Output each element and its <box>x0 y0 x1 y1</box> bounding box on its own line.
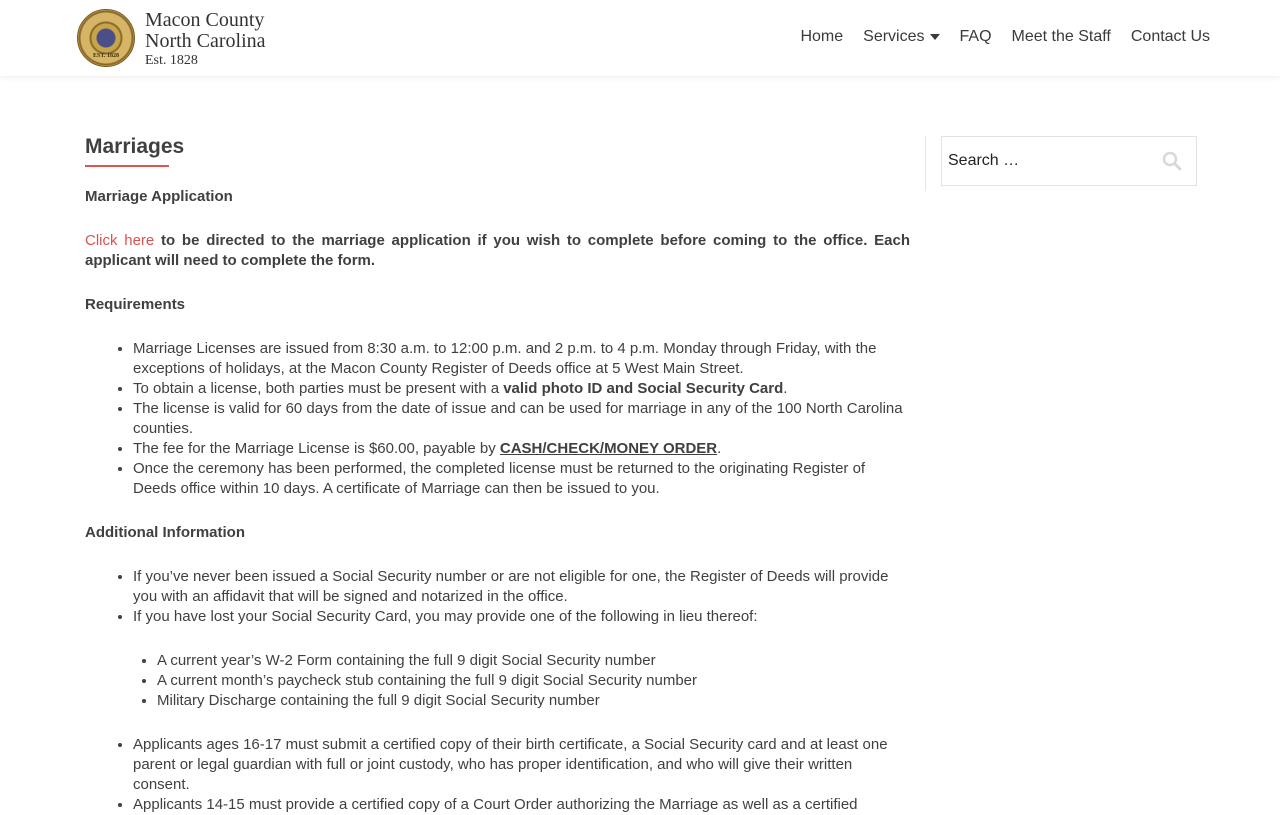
list-item <box>133 607 910 711</box>
list-item: • A current year’s W-2 Form containing the full 9 digit Social Security number <box>157 651 910 671</box>
nav-services-label: Services <box>863 28 925 45</box>
nav-faq[interactable] <box>960 28 992 46</box>
title-underline <box>85 165 169 167</box>
caret-down-icon <box>930 34 940 40</box>
nav-home-label: Home <box>800 28 844 45</box>
brand-line-3: Est. 1828 <box>145 53 198 68</box>
county-seal-logo[interactable] <box>77 9 135 67</box>
seal-text: EST. 1828 <box>93 53 119 59</box>
item-text: . <box>717 440 722 457</box>
item-text: . <box>783 380 788 397</box>
search-widget <box>941 136 1197 186</box>
nav-contact-us-label: Contact Us <box>1130 28 1210 45</box>
requirements-list <box>85 339 910 499</box>
page-title: Marriages <box>85 135 185 158</box>
brand-line-1: Macon County <box>145 9 265 31</box>
additional-information-heading: Additional Information <box>85 524 245 541</box>
application-paragraph <box>85 231 910 271</box>
list-item: • Applicants 14-15 must provide a certified copy of a Court Order authorizing the Marriage as well as a certified <box>133 795 910 815</box>
nav-faq-label: FAQ <box>959 28 992 45</box>
list-item: • Marriage Licenses are issued from 8:30 a.m. to 12:00 p.m. and 2 p.m. to 4 p.m. Monday through Friday, with the exceptions of holidays, at the Macon County Register of Deeds office at 5 West Main Street. <box>133 339 910 379</box>
list-item: • Military Discharge containing the full 9 digit Social Security number <box>157 691 910 711</box>
site-brand[interactable] <box>77 9 266 70</box>
payment-methods-text: CASH/CHECK/MONEY ORDER <box>499 440 718 457</box>
additional-list <box>85 567 910 815</box>
item-text: The fee for the Marriage License is $60.00, payable by <box>133 440 500 457</box>
list-item: • If you’ve never been issued a Social Security number or are not eligible for one, the Register of Deeds will provide you with an affidavit that will be signed and notarized in the office. <box>133 567 910 607</box>
application-text: to be directed to the marriage application if you wish to complete before coming to the office. Each applicant will need to complete the form. <box>85 232 911 269</box>
requirements-heading: Requirements <box>85 296 186 313</box>
nav-meet-the-staff[interactable] <box>1012 28 1111 46</box>
brand-text[interactable] <box>145 10 266 70</box>
item-bold-text: valid photo ID and Social Security Card <box>503 380 784 397</box>
nav-contact-us[interactable] <box>1131 28 1210 46</box>
nav-meet-the-staff-label: Meet the Staff <box>1011 28 1111 45</box>
list-item <box>133 439 910 459</box>
main-nav <box>780 28 1210 46</box>
nav-services[interactable] <box>863 28 939 46</box>
item-text: To obtain a license, both parties must be present with a <box>133 380 504 397</box>
list-item: • Once the ceremony has been performed, the completed license must be returned to the originating Register of Deeds office within 10 days. A certificate of Marriage can then be issued to you. <box>133 459 910 499</box>
list-item: • Applicants ages 16-17 must submit a certified copy of their birth certificate, a Social Security card and at least one parent or legal guardian with full or joint custody, who has proper identification, and who will give their written consent. <box>133 735 910 795</box>
list-item <box>133 379 910 399</box>
list-item: • A current month’s paycheck stub containing the full 9 digit Social Security number <box>157 671 910 691</box>
nav-home[interactable] <box>800 28 843 46</box>
item-text: If you have lost your Social Security Card, you may provide one of the following in lieu thereof: <box>133 608 758 625</box>
site-header <box>0 0 1280 76</box>
brand-line-2: North Carolina <box>145 30 266 52</box>
click-here-link[interactable]: Click here <box>85 232 155 249</box>
search-input[interactable] <box>942 137 1157 185</box>
sidebar-divider <box>925 136 926 191</box>
marriage-application-heading: Marriage Application <box>85 188 233 205</box>
list-item: • The license is valid for 60 days from the date of issue and can be used for marriage in any of the 100 North Carolina counties. <box>133 399 910 439</box>
lieu-documents-list <box>133 651 910 711</box>
main-content <box>85 134 910 815</box>
search-icon[interactable] <box>1162 151 1182 171</box>
